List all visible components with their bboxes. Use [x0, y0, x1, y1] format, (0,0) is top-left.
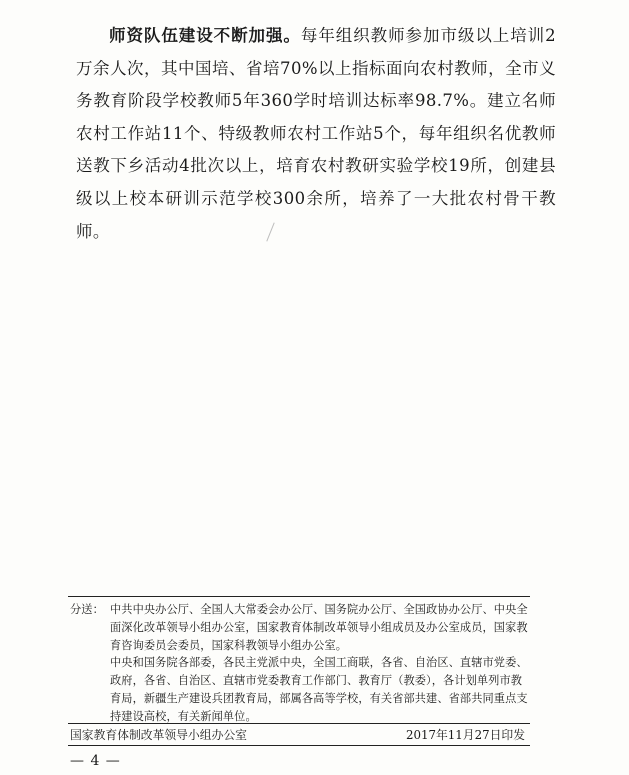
- paragraph-lead: 师资队伍建设不断加强。: [109, 26, 301, 45]
- paragraph-text: 每年组织教师参加市级以上培训2万余人次，其中国培、省培70%以上指标面向农村教师，全市义务教育阶段学校教师5年360学时培训达标率98.7%。建立名师农村工作站11个、特级教师农村工作站5个，每年组织名优教师送教下乡活动4批次以上，培育农村教研实验学校19所，创建县级以上校本研训示范学校300余所，培养了一大批农村骨干教师。: [76, 26, 557, 241]
- issue-date: 2017年11月27日印发: [405, 728, 525, 742]
- body-paragraph: [76, 20, 556, 248]
- footer-top-rule: [68, 596, 530, 597]
- footer-middle-rule: [68, 723, 530, 724]
- distribution-row-2: [70, 654, 528, 725]
- page-number: — 4 —: [70, 753, 121, 769]
- distribution-text-1: 中共中央办公厅、全国人大常委会办公厅、国务院办公厅、全国政协办公厅、中央全面深化改革领导小组办公室，国家教育体制改革领导小组成员及办公室成员，国家教育咨询委员会委员，国家科教领导小组办公室。: [110, 603, 528, 652]
- footer-bottom-rule: [68, 745, 530, 746]
- distribution-row-1: [70, 601, 528, 654]
- distribution-text-2: 中央和国务院各部委，各民主党派中央，全国工商联，各省、自治区、直辖市党委、政府，各省、自治区、直辖市党委教育工作部门、教育厅（教委），各计划单列市教育局，新疆生产建设兵团教育局，部属各高等学校，有关省部共建、省部共同重点支持建设高校，有关新闻单位。: [110, 656, 528, 723]
- distribution-list: [70, 601, 528, 726]
- distribution-label: 分送：: [70, 603, 104, 616]
- issuer: 国家教育体制改革领导小组办公室: [70, 728, 247, 742]
